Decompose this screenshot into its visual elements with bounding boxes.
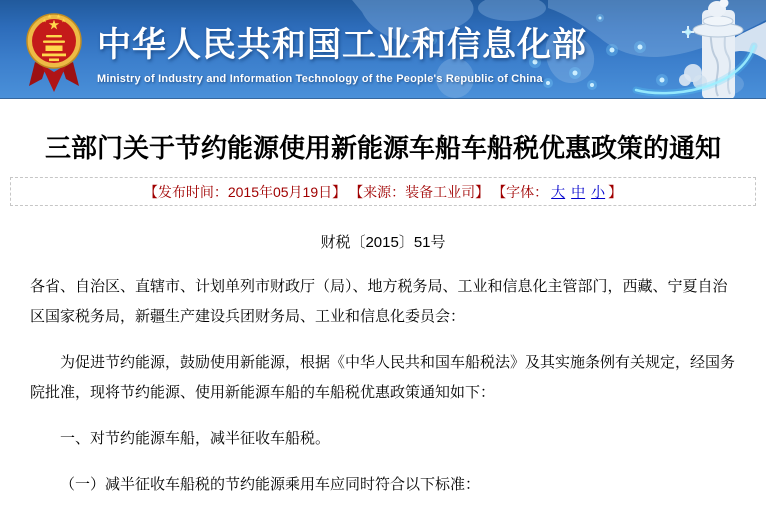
article-title: 三部门关于节约能源使用新能源车船车船税优惠政策的通知 xyxy=(44,134,721,163)
source-label: 【来源：装备工业司】 xyxy=(356,184,490,200)
font-size-controls xyxy=(499,184,622,200)
font-size-large-link[interactable]: 大 xyxy=(551,184,566,200)
publish-date: 【发布时间：2015年05月19日】 xyxy=(143,184,347,200)
national-emblem-icon xyxy=(26,6,82,94)
paragraph-item-1-1: （一）减半征收车船税的节约能源乘用车应同时符合以下标准： xyxy=(60,476,481,493)
document-number: 财税〔2015〕51号 xyxy=(320,234,446,251)
paragraph-intro: 为促进节约能源，鼓励使用新能源，根据《中华人民共和国车船税法》及其实施条例有关规定，经国务院批准，现将节约能源、使用新能源车船的车船税优惠政策通知如下： xyxy=(30,354,736,401)
font-size-suffix: 】 xyxy=(608,184,623,200)
article-body xyxy=(30,272,736,500)
ministry-titles xyxy=(97,17,587,85)
ministry-name-cn: 中华人民共和国工业和信息化部 xyxy=(97,26,587,64)
font-size-label: 【字体： xyxy=(499,184,549,200)
paragraph-item-1: 一、对节约能源车船，减半征收车船税。 xyxy=(60,430,331,447)
ministry-name-en: Ministry of Industry and Information Technology of the People's Republic of China xyxy=(97,73,543,85)
article-meta-bar xyxy=(10,177,756,206)
paragraph-addressees: 各省、自治区、直辖市、计划单列市财政厅（局）、地方税务局、工业和信息化主管部门，西藏、宁夏自治区国家税务局，新疆生产建设兵团财务局、工业和信息化委员会： xyxy=(30,278,728,325)
font-size-medium-link[interactable]: 中 xyxy=(571,184,586,200)
site-header xyxy=(0,0,766,99)
font-size-small-link[interactable]: 小 xyxy=(591,184,606,200)
